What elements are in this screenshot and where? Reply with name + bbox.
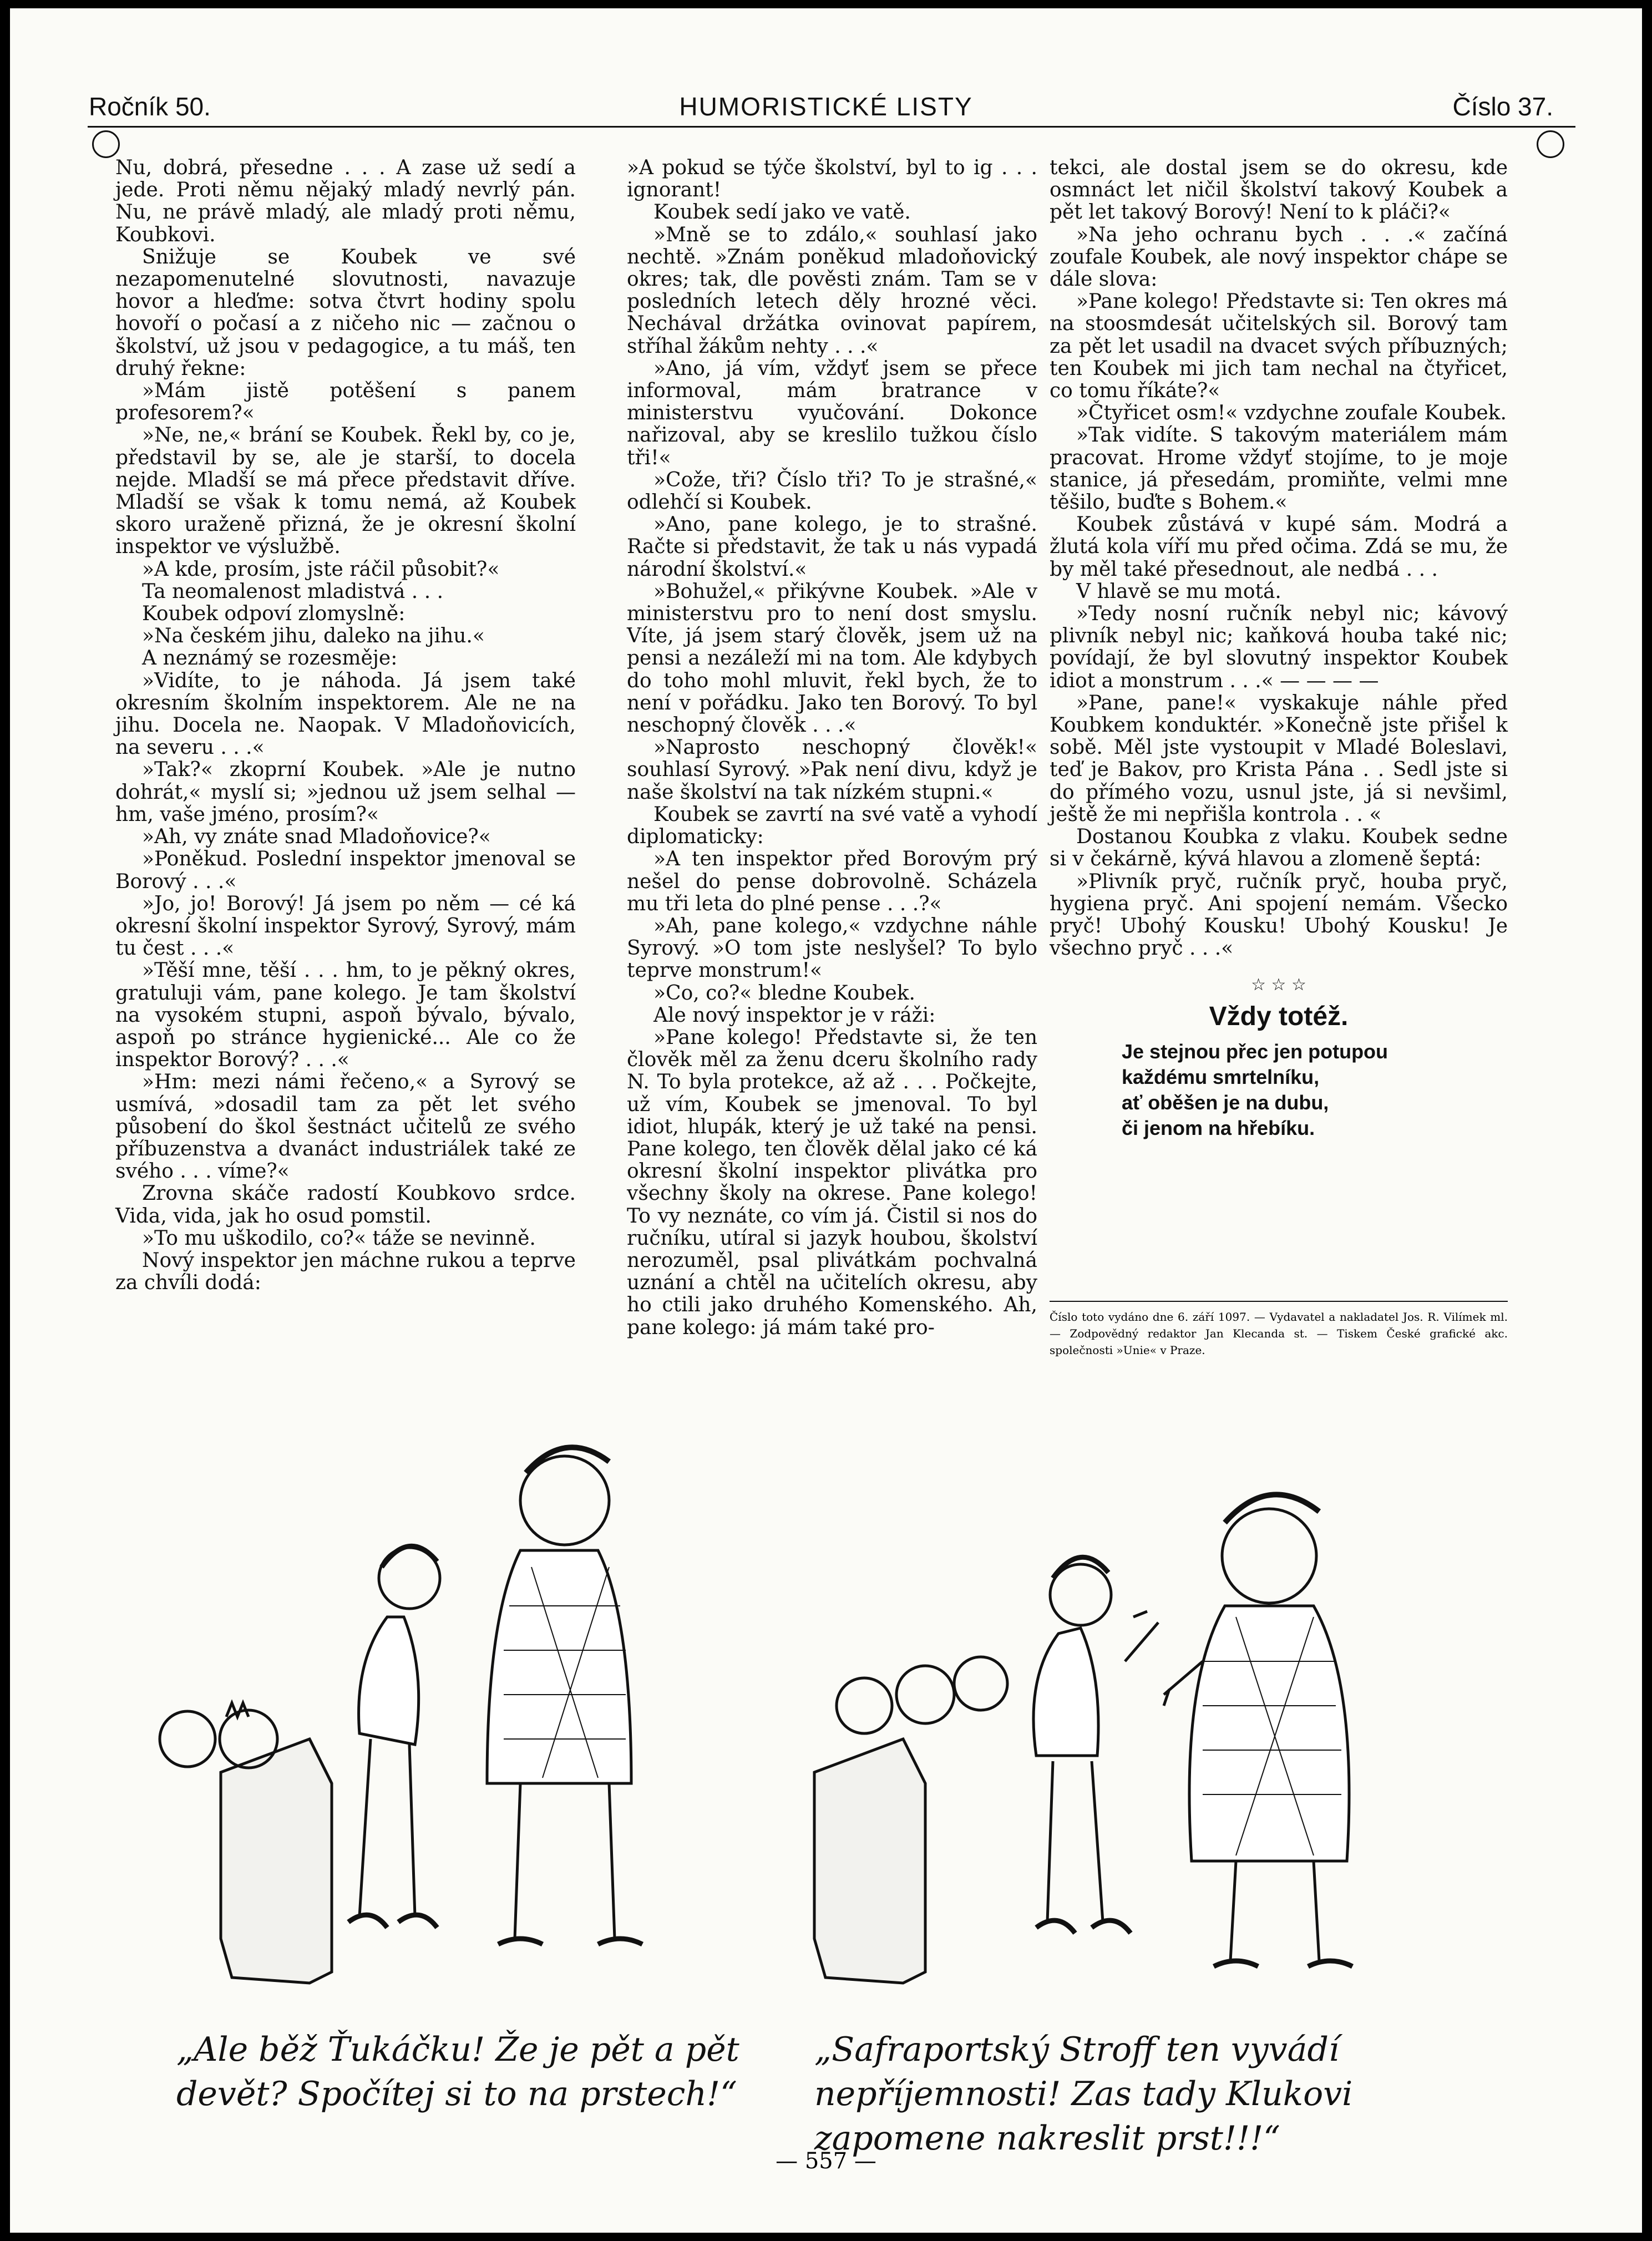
article-paragraph: »Pane kolego! Představte si: Ten okres má na stoosmdesát učitelských sil. Borový tam za pět let usadil na dvacet svých příbuzných; ten Koubek mi jich tam nechal na čtyřicet, co tomu říkáte?« — [1050, 290, 1508, 403]
article-paragraph: »Jo, jo! Borový! Já jsem po něm — cé ká okresní školní inspektor Syrový, Syrový, mám tu čest . . .« — [115, 892, 576, 960]
article-paragraph: »To mu uškodilo, co?« táže se nevinně. — [142, 1226, 536, 1250]
text-column-2 — [627, 157, 1037, 1339]
article-paragraph: Dostanou Koubka z vlaku. Koubek sedne si v čekárně, kývá hlavou a zlomeně šeptá: — [1050, 825, 1508, 871]
article-paragraph: Koubek odpoví zlomyslně: — [142, 602, 406, 626]
ornament-icon — [1537, 130, 1564, 158]
article-paragraph: »Pane kolego! Představte si, že ten člověk měl za ženu dceru školního rady N. To byla protekce, až až . . . Počkejte, už vím, Koubek se jmenoval. To byl idiot, hlupák, který je už také na pensi. Pane kolego, ten člověk dělal jako cé ká okresní školní inspektor plivátka pro všechny školy na okrese. Pane kolego! To vy neznáte, co vím já. Čistil si nos do ručníku, utíral si jazyk houbou, školství nerozuměl, psal plivátkám pochvalná uznání a chtěl na učitelích okresu, aby ho ctili jako druhého Komenského. Ah, pane kolego: já mám také pro- — [627, 1026, 1037, 1339]
article-paragraph: »Ah, pane kolego,« vzdychne náhle Syrový. »O tom jste neslyšel? To bylo teprve monstrum!« — [627, 914, 1037, 982]
article-paragraph: »Vidíte, to je náhoda. Já jsem také okresním školním inspektorem. Ale ne na jihu. Docela ne. Naopak. V Mladoňovicích, na severu . . .« — [115, 669, 576, 759]
article-paragraph: Koubek sedí jako ve vatě. — [653, 201, 911, 224]
article-paragraph: »Ano, pane kolego, je to strašné. Račte si představit, že tak u nás vypadá národní školství.« — [627, 513, 1037, 581]
header-rule — [88, 126, 1575, 128]
article-paragraph: »A ten inspektor před Borovým prý nešel do pense dobrovolně. Scházela mu tři leta do plné pense . . .?« — [627, 848, 1037, 915]
article-paragraph: »Na jeho ochranu bych . . .« začíná zoufale Koubek, ale nový inspektor chápe se dále slova: — [1050, 223, 1508, 291]
article-paragraph: A neznámý se rozesměje: — [142, 647, 398, 670]
article-paragraph: Zrovna skáče radostí Koubkovo srdce. Vida, vida, jak ho osud pomstil. — [115, 1182, 576, 1228]
article-paragraph: tekci, ale dostal jsem se do okresu, kde osmnáct let ničil školství takový Koubek a pět let takový Borový! Není to k pláči?« — [1050, 156, 1508, 224]
text-column-3 — [1050, 157, 1508, 1141]
article-paragraph: »Hm: mezi námi řečeno,« a Syrový se usmívá, »dosadil tam za pět let svého působení do škol šestnáct učitelů ze svého příbuzenstva a dvanáct industriálek také ze svého . . . víme?« — [115, 1071, 576, 1183]
page-number: — 557 — — [776, 2148, 876, 2174]
article-paragraph: Koubek zůstává v kupé sám. Modrá a žlutá kola víří mu před očima. Zdá se mu, že by měl také přesednout, ale nedbá . . . — [1050, 513, 1508, 581]
newspaper-page — [10, 8, 1642, 2233]
issue-label: Číslo 37. — [1452, 92, 1553, 121]
poem — [1122, 1039, 1508, 1141]
section-stars: ☆ ☆ ☆ — [1251, 975, 1306, 995]
poem-title: Vždy totéž. — [1209, 1001, 1349, 1031]
poem-line: ať oběšen je na dubu, — [1122, 1091, 1329, 1114]
poem-line: či jenom na hřebíku. — [1122, 1116, 1315, 1139]
article-paragraph: »Tak?« zkoprní Koubek. »Ale je nutno dohrát,« myslí si; »jednou už jsem selhal — hm, vaše jméno, prosím?« — [115, 758, 576, 826]
article-paragraph: »Bohužel,« přikývne Koubek. »Ale v ministerstvu pro to není dost smyslu. Víte, já jsem starý člověk, jsem už na pensi a nezáleží mi na tom. Ale kdybych do toho mohl mluvit, řekl bych, že to není v pořádku. Jako ten Borový. To byl neschopný člověk . . .« — [627, 580, 1037, 737]
article-paragraph: »A kde, prosím, jste ráčil působit?« — [142, 557, 500, 581]
article-paragraph: »Čtyřicet osm!« vzdychne zoufale Koubek. — [1076, 402, 1507, 425]
left-panel-drawing — [160, 1447, 642, 1983]
article-paragraph: »Ano, já vím, vždyť jsem se přece informoval, mám bratrance v ministerstvu vyučování. Dokonce nařizoval, aby se kreslilo tužkou číslo tři!« — [627, 357, 1037, 469]
ornament-icon — [92, 130, 120, 158]
article-paragraph: »Naprosto neschopný člověk!« souhlasí Syrový. »Pak není divu, když je naše školství na tak nízkém stupni.« — [627, 736, 1037, 804]
poem-line: každému smrtelníku, — [1122, 1065, 1320, 1088]
poem-line: Je stejnou přec jen potupou — [1122, 1040, 1389, 1063]
cartoon-illustration — [121, 1428, 1508, 2016]
article-paragraph: Nový inspektor jen máchne rukou a teprve za chvíli dodá: — [115, 1249, 576, 1295]
article-paragraph: »Tak vidíte. S takovým materiálem mám pracovat. Hrome vždyť stojíme, to je moje stanice, já přesedám, promiňte, velmi mne těšilo, buďte s Bohem.« — [1050, 424, 1508, 514]
caption-right: „Safraportský Stroff ten vyvádí nepříjemnosti! Zas tady Klukovi zapomene nakreslit prst!!!“ — [814, 2030, 1353, 2158]
article-paragraph: »Cože, tři? Číslo tři? To je strašné,« odlehčí si Koubek. — [627, 468, 1037, 514]
article-paragraph: Nu, dobrá, přesedne . . . A zase už sedí a jede. Proti němu nějaký mladý nevrlý pán. Nu, ne právě mladý, ale mladý proti němu, Koubkovi. — [115, 156, 576, 246]
article-paragraph: Koubek se zavrtí na své vatě a vyhodí diplomaticky: — [627, 803, 1037, 849]
article-paragraph: »Tedy nosní ručník nebyl nic; kávový plivník nebyl nic; kaňková houba také nic; povídají, že byl slovutný inspektor Koubek idiot a monstrum . . .« — — — — — [1050, 602, 1508, 692]
article-paragraph: »Poněkud. Poslední inspektor jmenoval se Borový . . .« — [115, 848, 576, 893]
article-paragraph: »Ne, ne,« brání se Koubek. Řekl by, co je, představil by se, ale je starší, to docela nejde. Mladší se má přece představit dříve. Mladší se však k tomu nemá, až Koubek skoro uraženě přizná, že je okresní školní inspektor ve výslužbě. — [115, 424, 576, 559]
publication-title: HUMORISTICKÉ LISTY — [679, 92, 973, 121]
article-paragraph: »Na českém jihu, daleko na jihu.« — [142, 625, 485, 648]
article-paragraph: Ta neomalenost mladistvá . . . — [142, 580, 444, 603]
article-paragraph: Snižuje se Koubek ve své nezapomenutelné slovutnosti, navazuje hovor a hleďme: sotva čtvrt hodiny spolu hovoří o počasí a z ničeho nic — začnou o školství, už jsou v pedagogice, a tu máš, ten druhý řekne: — [115, 245, 576, 380]
text-column-1 — [115, 157, 576, 1294]
article-paragraph: »Pane, pane!« vyskakuje náhle před Koubkem konduktér. »Konečně jste přišel k sobě. Měl jste vystoupit v Mladé Boleslavi, teď je Bakov, pro Krista Pána . . Sedl jste si do přímého vozu, usnul jste, já si nevšiml, ještě že mi nepřišla kontrola . . « — [1050, 691, 1508, 826]
article-paragraph: Ale nový inspektor je v ráži: — [653, 1003, 936, 1027]
article-paragraph: »Mně se to zdálo,« souhlasí jako nechtě. »Znám poněkud mladoňovický okres; tak, dle pověsti znám. Tam se v posledních letech děly hrozné věci. Nechával držátka ovinovat papírem, stříhal žákům nehty . . .« — [627, 223, 1037, 358]
column-3-body — [1050, 157, 1508, 960]
right-panel-drawing — [814, 1494, 1352, 1983]
volume-label: Ročník 50. — [89, 92, 211, 121]
article-paragraph: »A pokud se týče školství, byl to ig . . . ignorant! — [627, 156, 1037, 202]
imprint: Číslo toto vydáno dne 6. září 1097. — Vydavatel a nakladatel Jos. R. Vilímek ml. — Zodpovědný redaktor Jan Klecanda st. — Tiskem České grafické akc. společnosti »Unie« v Praze. — [1050, 1301, 1508, 1358]
caption-left: „Ale běž Ťukáčku! Že je pět a pět devět? Spočítej si to na prstech!“ — [176, 2030, 739, 2113]
article-paragraph: »Ah, vy znáte snad Mladoňovice?« — [142, 825, 491, 849]
article-paragraph: »Plivník pryč, ručník pryč, houba pryč, hygiena pryč. Ani spojení nemám. Všecko pryč! Ubohý Kousku! Ubohý Kousku! Je všechno pryč . . .« — [1050, 870, 1508, 960]
article-paragraph: V hlavě se mu motá. — [1076, 580, 1281, 603]
article-paragraph: »Mám jistě potěšení s panem profesorem?« — [115, 379, 576, 425]
article-paragraph: »Co, co?« bledne Koubek. — [653, 981, 915, 1005]
article-paragraph: »Těší mne, těší . . . hm, to je pěkný okres, gratuluji vám, pane kolego. Je tam školství na vysokém stupni, aspoň bývalo, bývalo, aspoň po stránce hygienické... Ale co že inspektor Borový? . . .« — [115, 959, 576, 1072]
